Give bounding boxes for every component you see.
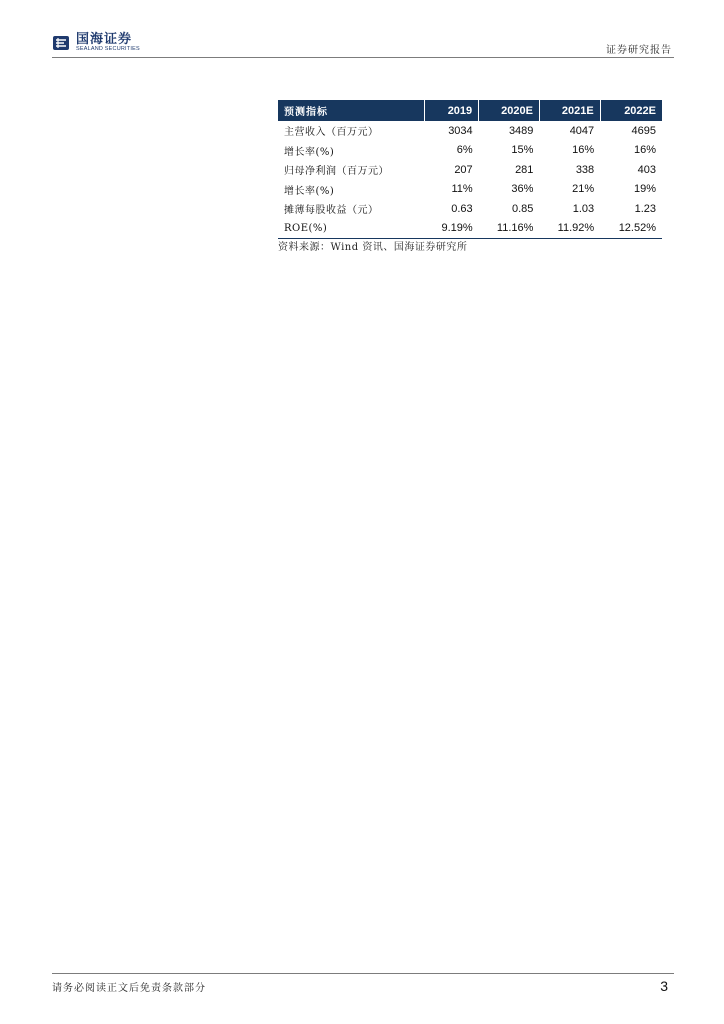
table-row	[278, 199, 662, 219]
table-cell: 9.19%	[441, 222, 473, 235]
page-header	[0, 0, 724, 60]
table-cell: 36%	[511, 183, 534, 196]
table-row	[278, 160, 662, 180]
table-cell: 19%	[633, 183, 656, 196]
table-cell: 3034	[448, 124, 473, 137]
table-cell: 11%	[451, 183, 473, 196]
page-number: 3	[660, 978, 668, 994]
table-cell: 1.23	[634, 202, 656, 215]
table-cell: 11.16%	[496, 222, 534, 235]
table-cell: 0.63	[451, 202, 473, 215]
row-label: 主营收入（百万元）	[284, 127, 379, 139]
sealand-logo-icon	[52, 34, 70, 52]
table-cell: 338	[575, 163, 595, 176]
table-header-row	[278, 100, 662, 121]
table-row	[278, 141, 662, 161]
table-row	[278, 219, 662, 239]
table-cell: 12.52%	[618, 222, 656, 235]
forecast-table-container	[278, 100, 662, 239]
table-cell: 4047	[569, 124, 595, 137]
header-divider	[52, 57, 674, 58]
forecast-table	[278, 100, 662, 238]
column-header: 2019	[425, 100, 479, 121]
footer-divider	[52, 973, 674, 974]
table-row	[278, 121, 662, 141]
row-label: 增长率(%)	[284, 185, 335, 197]
table-cell: 1.03	[572, 202, 595, 215]
table-cell: 4695	[631, 124, 656, 137]
table-header-label: 预测指标	[284, 107, 328, 118]
table-cell: 16%	[633, 144, 656, 157]
table-cell: 11.92%	[557, 222, 595, 235]
table-row	[278, 180, 662, 200]
row-label: 增长率(%)	[284, 146, 335, 158]
table-cell: 15%	[511, 144, 534, 157]
brand-name-en: SEALAND SECURITIES	[76, 46, 140, 52]
brand-name-cn: 国海证券	[76, 32, 133, 47]
table-cell: 16%	[572, 144, 595, 157]
column-header: 2021E	[539, 100, 600, 121]
table-cell: 0.85	[512, 202, 534, 215]
brand-logo	[52, 33, 140, 53]
table-cell: 3489	[508, 124, 534, 137]
table-cell: 403	[637, 163, 656, 176]
row-label: 归母净利润（百万元）	[284, 166, 389, 178]
row-label: 摊薄每股收益（元）	[284, 205, 379, 217]
table-cell: 21%	[572, 183, 595, 196]
table-cell: 6%	[456, 144, 473, 157]
column-header: 2020E	[479, 100, 540, 121]
table-source-note: 资料来源：Wind 资讯、国海证券研究所	[278, 242, 468, 253]
table-cell: 207	[454, 163, 473, 176]
report-type: 证券研究报告	[606, 45, 672, 56]
table-cell: 281	[515, 163, 534, 176]
footer-disclaimer: 请务必阅读正文后免责条款部分	[52, 983, 206, 994]
row-label: ROE(%)	[284, 222, 328, 234]
column-header: 2022E	[600, 100, 662, 121]
